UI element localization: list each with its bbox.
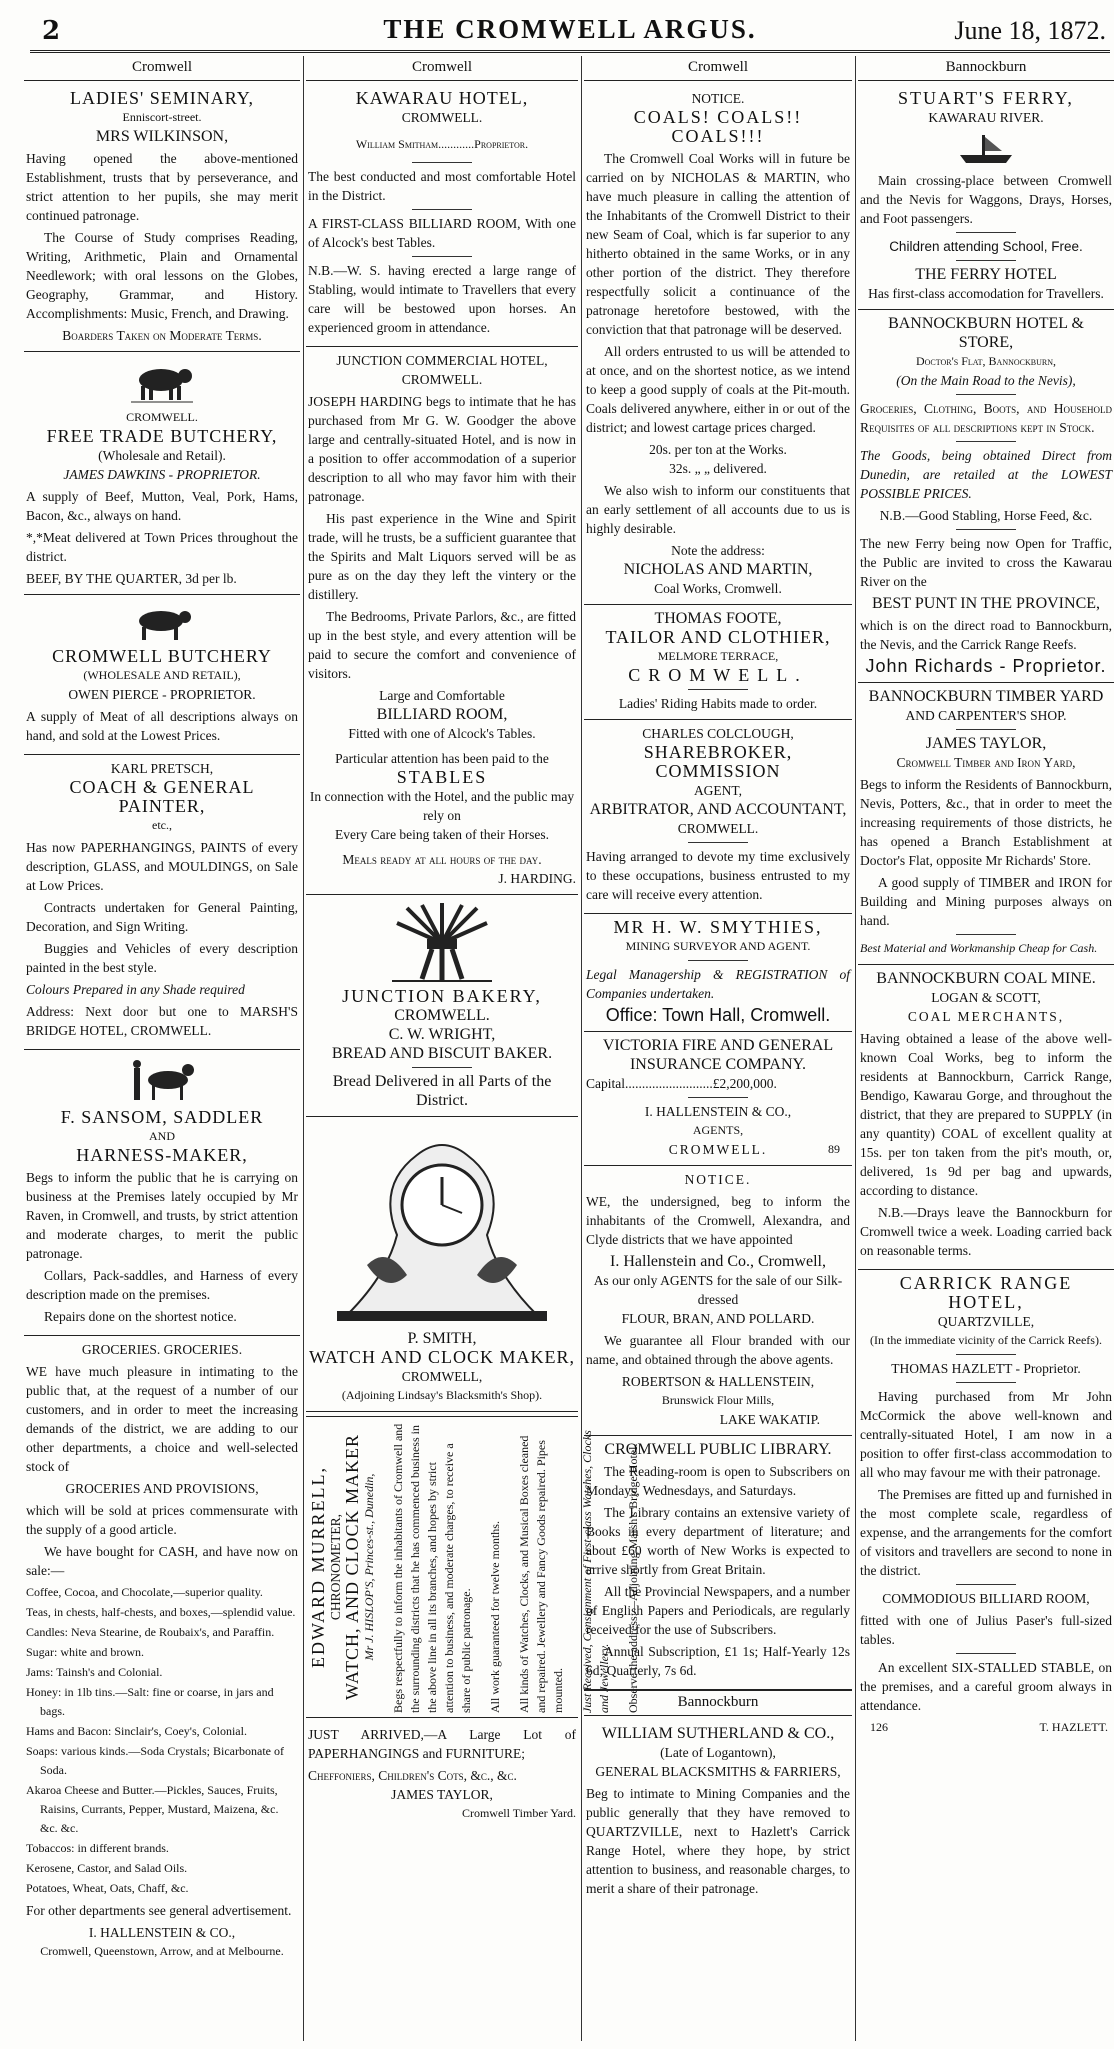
ad-subtitle: AND CARPENTER'S SHOP. — [905, 708, 1067, 723]
ad-victoria-insurance — [584, 1032, 852, 1166]
proprietor-name: LOGAN & SCOTT, — [931, 990, 1041, 1005]
ad-flour-notice — [584, 1166, 852, 1436]
ad-paragraph: The Library contains an extensive variety of Books in every department of literature; and about £60 worth of New Works is expected to arrive shortly from Great Britain. — [586, 1505, 850, 1577]
ad-sutherland — [584, 1720, 852, 1907]
ad-paragraph: Has now PAPERHANGINGS, PAINTS of every description, GLASS, and MOULDINGS, on Sale at Low Prices. — [26, 840, 298, 893]
ad-paragraph: Having obtained a lease of the above well-known Coal Works, beg to inform the residents at Bannockburn, Carrick Range, Bendigo, Kawarau Gorge, and throughout the district, that they are prepared to SUPPLY (in any quantity) COAL of excellent quality at 15s. per ton taken from the pit's mouth, or, delivered, 1s 9d per bag and upwards, according to distance. — [860, 1031, 1112, 1198]
ad-paragraph: Main crossing-place between Cromwell and the Nevis for Waggons, Drays, Horses, and Foot passengers. — [860, 173, 1112, 226]
ad-paragraph: A supply of Beef, Mutton, Veal, Pork, Hams, Bacon, &c., always on hand. — [26, 489, 298, 523]
list-item: Honey: in 1lb tins.—Salt: fine or coarse, in jars and bags. — [26, 1685, 274, 1718]
ad-title: HARNESS-MAKER, — [76, 1145, 248, 1165]
ad-line: Particular attention has been paid to the — [335, 751, 549, 766]
ad-signature: J. HARDING. — [498, 871, 576, 886]
ad-subtitle: Cromwell Timber and Iron Yard, — [896, 755, 1076, 770]
list-item: Coffee, Cocoa, and Chocolate,—superior quality. — [26, 1585, 263, 1599]
ad-paragraph: All kinds of Watches, Clocks, and Musical Boxes cleaned and repaired. Jewellery and Fancy Goods repaired. Pipes mounted. — [517, 1435, 565, 1713]
ad-signature: T. HAZLETT. — [1039, 1720, 1108, 1734]
list-item: Tobaccos: in different brands. — [26, 1841, 169, 1855]
ad-junction-bakery — [306, 895, 578, 1117]
column-rule — [581, 56, 582, 2041]
ad-paragraph: For other departments see general advertisement. — [26, 1903, 292, 1918]
ad-groceries — [24, 1336, 300, 1967]
ad-title: CROMWELL PUBLIC LIBRARY. — [604, 1441, 832, 1458]
ad-number: 126 — [870, 1720, 888, 1734]
proprietor-line: John Richards - Proprietor. — [865, 656, 1107, 676]
ad-paragraph: Annual Subscription, £1 1s; Half-Yearly 12s 6d; Quarterly, 7s 6d. — [586, 1644, 850, 1678]
ad-painter — [24, 755, 300, 1050]
ad-title: COALS! COALS!! COALS!!! — [633, 107, 803, 146]
ad-kawarau-hotel — [306, 85, 578, 347]
ad-number: 89 — [828, 1142, 840, 1156]
ad-paragraph: Has first-class accomodation for Travellers. — [868, 286, 1104, 301]
ad-line: STABLES — [396, 767, 488, 787]
ad-paragraph: Repairs done on the shortest notice. — [44, 1309, 237, 1324]
ad-subtitle: (In the immediate vicinity of the Carrick Reefs). — [870, 1333, 1102, 1347]
ad-subtitle: MINING SURVEYOR AND AGENT. — [625, 939, 811, 953]
ad-paragraph: Groceries, Clothing, Boots, and Household Requisites of all descriptions kept in Stock. — [860, 401, 1112, 435]
column-heading: Bannockburn — [858, 56, 1114, 81]
ad-subtitle: AGENTS, — [692, 1123, 744, 1137]
ad-title: JUNCTION BAKERY, — [342, 986, 542, 1006]
column-4 — [858, 56, 1114, 2041]
ad-title: F. SANSOM, SADDLER — [60, 1107, 264, 1127]
ad-title: VICTORIA FIRE AND GENERAL INSURANCE COMPANY. — [602, 1037, 834, 1073]
ad-subtitle: Doctor's Flat, Bannockburn, — [915, 354, 1057, 368]
ad-town: CROMWELL. — [628, 665, 808, 685]
ad-coals — [584, 85, 852, 605]
ad-paragraph: A FIRST-CLASS BILLIARD ROOM, With one of Alcock's best Tables. — [308, 216, 576, 250]
ad-bannockburn-coal — [858, 965, 1114, 1270]
column-heading: Cromwell — [584, 56, 852, 81]
ad-subtitle: (Late of Logantown), — [660, 1745, 776, 1760]
ad-p-smith-watchmaker — [306, 1117, 578, 1412]
ad-charles-colclough — [584, 720, 852, 914]
ad-stuarts-ferry — [858, 85, 1114, 310]
ad-note: Note the address: — [671, 543, 765, 558]
ad-title: EDWARD MURRELL, — [308, 1466, 328, 1668]
ad-line: Every Care being taken of their Horses. — [334, 827, 550, 842]
newspaper-title: THE CROMWELL ARGUS. — [383, 14, 757, 44]
ad-paragraph: Ladies' Riding Habits made to order. — [618, 696, 818, 711]
page-number: 2 — [42, 16, 61, 46]
ad-paragraph: The best conducted and most comfortable Hotel in the District. — [308, 169, 576, 203]
ad-address: Enniscort-street. — [122, 110, 202, 124]
ad-paragraph: N.B.—W. S. having erected a large range of Stabling, would intimate to Travellers that every care will be bestowed upon horses. An experienced groom in attendance. — [308, 263, 576, 335]
ad-subtitle: GROCERIES AND PROVISIONS, — [65, 1481, 259, 1496]
list-item: Soaps: various kinds.—Soda Crystals; Bicarbonate of Soda. — [26, 1744, 284, 1777]
ad-junction-hotel — [306, 347, 578, 895]
ad-title: MR H. W. SMYTHIES, — [613, 917, 823, 937]
ad-tagline: Colours Prepared in any Shade required — [26, 982, 245, 997]
ad-paragraph: Legal Managership & REGISTRATION of Companies undertaken. — [586, 967, 850, 1001]
ad-title: WATCH, AND CLOCK MAKER — [342, 1434, 362, 1701]
ad-paragraph: Collars, Pack-saddles, and Harness of every description made on the premises. — [26, 1268, 298, 1302]
ad-paragraph: As our only AGENTS for the sale of our Silk-dressed — [593, 1273, 843, 1307]
list-item: Hams and Bacon: Sinclair's, Coey's, Colonial. — [26, 1724, 247, 1738]
ad-bannockburn-hotel — [858, 310, 1114, 683]
ad-address: LAKE WAKATIP. — [719, 1412, 820, 1427]
column-rule — [303, 56, 304, 2041]
ad-address: MELMORE TERRACE, — [657, 649, 779, 663]
ad-line: BILLIARD ROOM, — [376, 706, 508, 723]
ad-paragraph: WE, the undersigned, beg to inform the inhabitants of the Cromwell, Alexandra, and Clyde districts that we have appointed — [586, 1194, 850, 1247]
ad-paragraph: Just Received, Consignment of First-class Watches, Clocks and Jewellery. — [580, 1430, 611, 1713]
ad-address: Cromwell Timber Yard. — [461, 1806, 576, 1820]
proprietor-name: CHARLES COLCLOUGH, — [642, 726, 794, 741]
ad-title: THE FERRY HOTEL — [915, 266, 1057, 283]
ad-address: (Adjoining Lindsay's Blacksmith's Shop). — [341, 1388, 543, 1402]
ad-town: CROMWELL. — [668, 1142, 768, 1157]
ad-highlight: BEST PUNT IN THE PROVINCE, — [871, 595, 1101, 612]
ad-subtitle: KAWARAU RIVER. — [928, 110, 1044, 125]
capital-line: Capital..........................£2,200,000. — [586, 1076, 777, 1091]
ox-engraving-icon — [127, 360, 197, 404]
ad-title: JUST ARRIVED,—A Large Lot of PAPERHANGINGS and FURNITURE; — [308, 1727, 576, 1761]
price-line: 20s. per ton at the Works. — [649, 442, 787, 457]
column-1 — [24, 56, 300, 2041]
list-item: Potatoes, Wheat, Oats, Chaff, &c. — [26, 1881, 189, 1895]
ad-paragraph: All orders entrusted to us will be attended to at once, and on the shortest notice, as we intend to keep a good supply of coals at the Pit-mouth. Coals delivered anywhere, either in or out of the district; and lowest cartage prices charged. — [586, 344, 850, 435]
proprietor-name: THOMAS FOOTE, — [654, 610, 782, 627]
ad-cromwell-butchery — [24, 595, 300, 755]
ad-paragraph: Contracts undertaken for General Painting, Decoration, and Sign Writing. — [26, 900, 298, 934]
notice-heading: NOTICE. — [691, 91, 745, 106]
ad-address: Brunswick Flour Mills, — [661, 1393, 775, 1407]
ad-town: CROMWELL. — [126, 410, 198, 424]
proprietor-line: THOMAS HAZLETT - Proprietor. — [891, 1361, 1081, 1376]
ad-signature: JAMES TAYLOR, — [391, 1787, 493, 1802]
horse-and-man-engraving-icon — [122, 1058, 202, 1104]
grocery-list — [26, 1583, 298, 1898]
ad-paragraph: The new Ferry being now Open for Traffic, the Public are invited to cross the Kawarau River on the — [860, 536, 1112, 589]
ad-town: CROMWELL. — [401, 110, 483, 125]
list-item: Sugar: white and brown. — [26, 1645, 144, 1659]
column-heading: Cromwell — [24, 56, 300, 81]
ad-public-library — [584, 1436, 852, 1690]
ad-notice: Children attending School, Free. — [889, 239, 1083, 254]
agent-name: I. Hallenstein and Co., Cromwell, — [610, 1253, 826, 1270]
notice-heading: NOTICE. — [684, 1172, 752, 1187]
ad-paragraph: A good supply of TIMBER and IRON for Building and Mining purposes always on hand. — [860, 875, 1112, 928]
rotated-text-block — [306, 1417, 640, 1717]
ad-subtitle: (WHOLESALE AND RETAIL), — [83, 668, 241, 682]
ad-paragraph: All the Provincial Newspapers, and a number of English Papers and Periodicals, are regularly received for the use of Subscribers. — [586, 1584, 850, 1637]
ad-paragraph: All work guaranteed for twelve months. — [488, 1521, 502, 1713]
ad-title: LADIES' SEMINARY, — [70, 88, 254, 108]
ad-town: CROMWELL, — [401, 1369, 483, 1384]
proprietor-line: William Smitham............Proprietor. — [355, 137, 529, 151]
proprietor-name: MRS WILKINSON, — [95, 128, 229, 145]
ad-paragraph: We also wish to inform our constituents that an early settlement of all accounts due to us is highly desirable. — [586, 483, 850, 536]
ad-paragraph: An excellent SIX-STALLED STABLE, on the premises, and a careful groom always in attendance. — [860, 1660, 1112, 1713]
ad-paragraph: N.B.—Good Stabling, Horse Feed, &c. — [879, 508, 1093, 523]
agent-name: I. HALLENSTEIN & CO., — [644, 1104, 792, 1119]
ad-title: FREE TRADE BUTCHERY, — [46, 426, 278, 446]
ad-paragraph: The Course of Study comprises Reading, Writing, Arithmetic, Plain and Ornamental Needlework; with oral lessons on the Globes, Geography, Grammar, and History. Accomplishments: Music, French, and Drawing. — [26, 230, 298, 321]
ad-highlight: COMMODIOUS BILLIARD ROOM, — [882, 1591, 1090, 1606]
ad-ladies-seminary — [24, 85, 300, 352]
ad-paragraph: The Goods, being obtained Direct from Dunedin, are retailed at the LOWEST POSSIBLE PRICES. — [860, 448, 1112, 501]
proprietor-line: JAMES DAWKINS - PROPRIETOR. — [63, 467, 261, 482]
ad-paragraph: WE have much pleasure in intimating to the public that, at the request of a number of our customers, and in order to meet the increasing demands of the district, we are adding to our other departments, a choice and well-selected stock of — [26, 1364, 298, 1474]
ad-town: CROMWELL. — [394, 1007, 490, 1024]
ad-town: QUARTZVILLE, — [937, 1314, 1035, 1329]
proprietor-name: P. SMITH, — [407, 1330, 477, 1347]
list-item: Jams: Tainsh's and Colonial. — [26, 1665, 163, 1679]
ad-free-trade-butchery — [24, 352, 300, 595]
list-item: Teas, in chests, half-chests, and boxes,—splendid value. — [26, 1605, 296, 1619]
ferry-boat-engraving-icon — [956, 131, 1016, 167]
ad-paragraph: The Premises are fitted up and furnished in the most complete scale, regardless of expense, and the arrangements for the comfort of visitors and travellers are second to none in the district. — [860, 1487, 1112, 1578]
ad-title: BANNOCKBURN COAL MINE. — [876, 970, 1096, 987]
ad-title: SHAREBROKER, COMMISSION — [643, 742, 793, 781]
ad-paragraph: Having purchased from Mr John McCormick the above well-known and centrally-situated Hotel, I am now in a position to offer first-class accommodation to all who may favour me with their patronage. — [860, 1389, 1112, 1480]
ad-paragraph: Having opened the above-mentioned Establishment, trusts that by perseverance, and strict attention to her pupils, she may merit continued patronage. — [26, 151, 298, 223]
ad-paragraph: Beg to intimate to Mining Companies and the public generally that they have removed to QUARTZVILLE, next to Hazlett's Carrick Range Hotel, where they hope, by strict attention to business, and reasonable charges, to merit a share of their patronage. — [586, 1786, 850, 1896]
ad-goods: FLOUR, BRAN, AND POLLARD. — [621, 1311, 815, 1326]
ad-title: JUNCTION COMMERCIAL HOTEL, — [336, 353, 548, 368]
ad-line: Mr J. HISLOP'S, Princes-st., Dunedin, — [362, 1473, 376, 1661]
ad-smythies — [584, 914, 852, 1032]
ad-title: CARRICK RANGE HOTEL, — [899, 1273, 1073, 1312]
proprietor-name: KARL PRETSCH, — [110, 761, 214, 776]
ad-line: Meals ready at all hours of the day. — [342, 852, 542, 867]
issue-date: June 18, 1872. — [954, 16, 1106, 45]
ad-signature: I. HALLENSTEIN & CO., — [88, 1925, 236, 1940]
proprietor-name: JAMES TAYLOR, — [925, 735, 1047, 752]
ad-paragraph: A supply of Meat of all descriptions always on hand, and sold at the Lowest Prices. — [26, 709, 298, 743]
ad-line: In connection with the Hotel, and the public may rely on — [309, 789, 575, 823]
ad-paragraph: We guarantee all Flour branded with our name, and obtained through the above agents. — [586, 1333, 850, 1367]
ad-subtitle: (Wholesale and Retail). — [98, 448, 226, 463]
ad-paragraph: His past experience in the Wine and Spirit trade, will he trusts, be a sufficient guarantee that the Spirits and Malt Liquors served will be as pure as on the day they left the vintery or the distillery. — [308, 511, 576, 602]
ad-subtitle: ARBITRATOR, AND ACCOUNTANT, — [589, 801, 847, 818]
list-item: Kerosene, Castor, and Salad Oils. — [26, 1861, 188, 1875]
ad-paragraph: Bread Delivered in all Parts of the District. — [332, 1073, 552, 1109]
list-item: Candles: Neva Stearine, de Roubaix's, and Paraffin. — [26, 1625, 275, 1639]
ad-tagline: Best Material and Workmanship Cheap for Cash. — [860, 941, 1098, 955]
ad-title: WATCH AND CLOCK MAKER, — [308, 1347, 575, 1367]
ad-signature: ROBERTSON & HALLENSTEIN, — [621, 1374, 815, 1389]
ad-subtitle: COAL MERCHANTS, — [907, 1009, 1065, 1024]
ad-town: CROMWELL. — [677, 821, 759, 836]
ad-paragraph: which will be sold at prices commensurate with the supply of a good article. — [26, 1503, 298, 1537]
ad-title: BANNOCKBURN HOTEL & STORE, — [888, 315, 1084, 351]
ad-title: CROMWELL BUTCHERY — [52, 646, 272, 666]
office-line: Office: Town Hall, Cromwell. — [605, 1005, 831, 1025]
column-3 — [584, 56, 852, 2041]
ad-line: Fitted with one of Alcock's Tables. — [348, 726, 536, 741]
ad-bannockburn-timber — [858, 683, 1114, 965]
ad-edward-murrell-rotated — [306, 1416, 640, 1718]
proprietor-line: OWEN PIERCE - PROPRIETOR. — [68, 687, 256, 702]
ad-trade: BREAD AND BISCUIT BAKER. — [331, 1045, 553, 1062]
ad-title: KAWARAU HOTEL, — [355, 88, 529, 108]
ad-locations: Cromwell, Queenstown, Arrow, and at Melbourne. — [40, 1944, 284, 1958]
ad-paragraph: Begs to inform the Residents of Bannockburn, Nevis, Potters, &c., that in order to meet the increasing requirements of those districts, he has opened a Branch Establishment at Doctor's Flat, opposite Mr Richards' Store. — [860, 777, 1112, 868]
ad-saddler — [24, 1050, 300, 1336]
ad-paragraph: The Bedrooms, Private Parlors, &c., are fitted up in the best style, and every attention will be paid to secure the comfort and convenience of visitors. — [308, 609, 576, 681]
ad-paragraph: JOSEPH HARDING begs to intimate that he has purchased from Mr G. W. Goodger the above large and centrally-situated Hotel, and is now in a position to offer accommodation of a superior description to all who may favor him with their patronage. — [308, 394, 576, 504]
wheatsheaf-engraving-icon — [387, 903, 497, 983]
ad-town: CROMWELL. — [401, 372, 483, 387]
ad-title: STUART'S FERRY, — [898, 88, 1074, 108]
ad-paragraph: Begs respectfully to inform the inhabitants of Cromwell and the surrounding districts that he has commenced business in the above line in all its branches, and hopes by strict attention to business, and moderate charges, to receive a share of public patronage. — [391, 1423, 473, 1713]
ad-title: TAILOR AND CLOTHIER, — [605, 627, 831, 647]
town-line — [586, 1140, 850, 1159]
ad-paragraph: Observe the address:—Adjoining Marsh's Bridge Hotel. — [626, 1443, 640, 1713]
list-item: Akaroa Cheese and Butter.—Pickles, Sauces, Fruits, Raisins, Currants, Pepper, Mustard, Maizena, &c. &c. &c. — [26, 1783, 279, 1835]
price-line: BEEF, BY THE QUARTER, 3d per lb. — [26, 571, 237, 586]
ad-paragraph: Having arranged to devote my time exclusively to these occupations, business entrusted to my care will receive every attention. — [586, 849, 850, 902]
ad-title: COACH & GENERAL PAINTER, — [69, 777, 255, 816]
price-line: 32s. „ „ delivered. — [669, 461, 767, 476]
ad-carrick-range-hotel — [858, 1270, 1114, 1744]
ad-paragraph: We have bought for CASH, and have now on sale:— — [26, 1544, 298, 1578]
ad-title: GROCERIES. GROCERIES. — [81, 1342, 243, 1357]
masthead — [30, 8, 1110, 53]
ad-address: Address: Next door but one to MARSH'S BRIDGE HOTEL, CROMWELL. — [26, 1004, 298, 1038]
ad-paragraph: Buggies and Vehicles of every description painted in the best style. — [26, 941, 298, 975]
ad-address: Coal Works, Cromwell. — [654, 581, 782, 596]
ad-terms: Boarders Taken on Moderate Terms. — [62, 328, 262, 343]
ad-signature: NICHOLAS AND MARTIN, — [623, 561, 813, 578]
ad-road: (On the Main Road to the Nevis), — [896, 373, 1076, 388]
ad-subtitle: CHRONOMETER, — [328, 1513, 343, 1621]
column-heading: Cromwell — [306, 56, 578, 81]
column-2 — [306, 56, 640, 2041]
ad-paragraph: fitted with one of Julius Paser's full-sized tables. — [860, 1613, 1112, 1647]
ad-paragraph: The Cromwell Coal Works will in future be carried on by NICHOLAS & MARTIN, who have much pleasure in calling the attention of the Inhabitants of the Cromwell District to their new Seam of Coal, which is far superior to any hitherto obtained in the same Works, or in any other portion of the district. They therefore respectfully solicit a continuance of the patronage heretofore bestowed, with the conviction that that patronage will be deserved. — [586, 151, 850, 337]
ad-subtitle: AGENT, — [693, 783, 743, 798]
column-rule — [855, 56, 856, 2041]
ad-paragraph: N.B.—Drays leave the Bannockburn for Cromwell twice a week. Loading carried back on reasonable terms. — [860, 1205, 1112, 1258]
proprietor-name: C. W. WRIGHT, — [388, 1026, 496, 1043]
sign-line — [860, 1718, 1112, 1738]
ad-paragraph: Begs to inform the public that he is carrying on business at the Premises lately occupied by Mr Raven, in Cromwell, and trusts, by strict attention and moderate charges, to merit the public patronage. — [26, 1170, 298, 1261]
ad-thomas-foote — [584, 605, 852, 720]
ad-trade: GENERAL BLACKSMITHS & FARRIERS, — [595, 1764, 841, 1779]
ad-line: Large and Comfortable — [379, 688, 505, 703]
ox-engraving-icon — [127, 603, 197, 643]
ad-paragraph: *,*Meat delivered at Town Prices throughout the district. — [26, 530, 298, 564]
column-heading: Bannockburn — [584, 1690, 852, 1716]
ad-title: BANNOCKBURN TIMBER YARD — [868, 688, 1104, 705]
ad-paragraph: Cheffoniers, Children's Cots, &c., &c. — [308, 1768, 517, 1783]
ornate-clock-engraving-icon — [327, 1125, 557, 1325]
ad-paragraph: The Reading-room is open to Subscribers on Mondays, Wednesdays, and Saturdays. — [586, 1464, 850, 1498]
ad-title: WILLIAM SUTHERLAND & CO., — [601, 1725, 835, 1742]
ad-james-taylor — [306, 1718, 578, 1829]
ad-subtitle: AND — [149, 1129, 175, 1143]
ad-subtitle: etc., — [152, 818, 172, 832]
ad-paragraph: which is on the direct road to Bannockburn, the Nevis, and the Carrick Range Reefs. — [860, 618, 1112, 652]
